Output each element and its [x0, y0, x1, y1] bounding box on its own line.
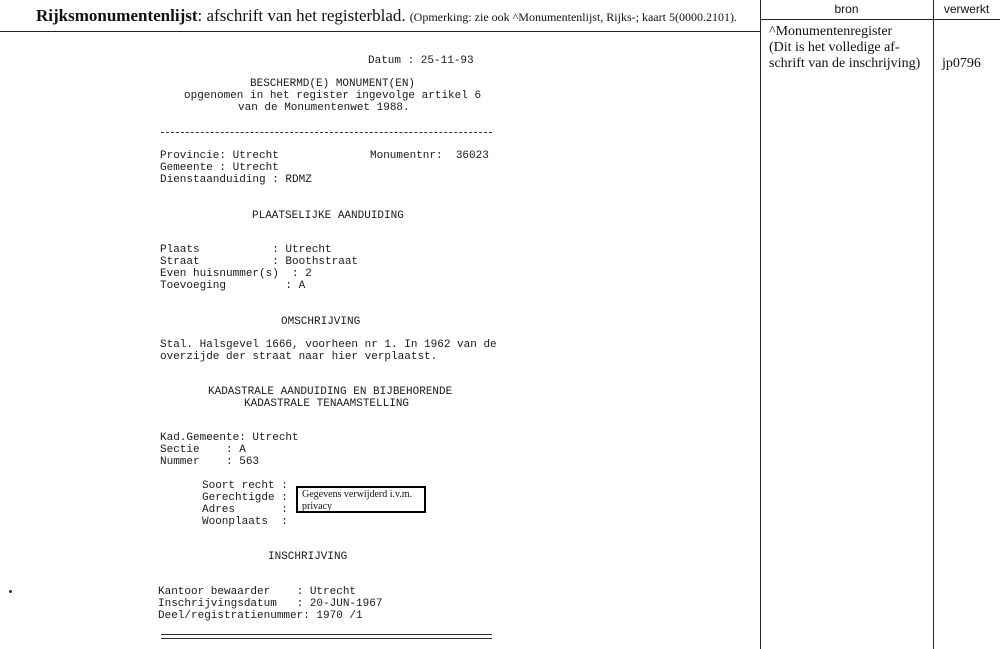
doc-recht-line: Woonplaats : [202, 516, 288, 528]
card-header [36, 6, 758, 26]
section-title-plaatselijke: PLAATSELIJKE AANDUIDING [252, 210, 404, 222]
card-subtitle: : afschrift van het registerblad. [197, 6, 406, 25]
section-title-omschrijving: OMSCHRIJVING [281, 316, 361, 328]
column-header-rule [760, 19, 1000, 20]
doc-plaats-line: Straat : Boothstraat [160, 256, 359, 268]
doc-omschrijving-line: overzijde der straat naar hier verplaatst. [160, 351, 438, 363]
doc-heading-line: van de Monumentenwet 1988. [238, 102, 410, 114]
doc-recht-line: Gerechtigde : [202, 492, 288, 504]
doc-insch-line: Kantoor bewaarder : Utrecht [158, 586, 357, 598]
card-title: Rijksmonumentenlijst [36, 6, 198, 25]
doc-plaats-line: Even huisnummer(s) : 2 [160, 268, 312, 280]
doc-omschrijving-line: Stal. Halsgevel 1666, voorheen nr 1. In 1962 van de [160, 339, 497, 351]
scan-speck [9, 590, 12, 593]
column-divider-verwerkt [933, 0, 934, 649]
bron-line: ^Monumentenregister [769, 24, 893, 39]
doc-plaats-line: Toevoeging : A [160, 280, 306, 292]
doc-plaats-line: Plaats : Utrecht [160, 244, 332, 256]
doc-insch-line: Deel/registratienummer: 1970 /1 [158, 610, 363, 622]
header-rule [0, 31, 760, 32]
doc-kad-line: Nummer : 563 [160, 456, 260, 468]
doc-recht-line: Soort recht : [202, 480, 288, 492]
bron-text [769, 24, 934, 72]
doc-heading-line: opgenomen in het register ingevolge artikel 6 [184, 90, 482, 102]
dashed-separator [161, 132, 492, 133]
doc-gemeente: Gemeente : Utrecht [160, 162, 279, 174]
bron-line: schrift van de inschrijving) [769, 56, 921, 71]
doc-provincie: Provincie: Utrecht [160, 150, 279, 162]
privacy-redaction-box: Gegevens verwijderd i.v.m. privacy [296, 486, 426, 513]
card-remark: (Opmerking: zie ook ^Monumentenlijst, Rijks-; kaart 5(0000.2101). [409, 10, 737, 24]
doc-insch-line: Inschrijvingsdatum : 20-JUN-1967 [158, 598, 383, 610]
verwerkt-code: jp0796 [942, 56, 981, 71]
bron-line: (Dit is het volledige af- [769, 40, 900, 55]
doc-recht-line: Adres : [202, 504, 288, 516]
section-title-inschrijving: INSCHRIJVING [268, 551, 348, 563]
section-title-kadastrale: KADASTRALE TENAAMSTELLING [244, 398, 410, 410]
doc-kad-line: Sectie : A [160, 444, 246, 456]
column-divider-bron [760, 0, 761, 649]
double-separator [161, 634, 492, 639]
doc-kad-line: Kad.Gemeente: Utrecht [160, 432, 299, 444]
doc-monumentnr: Monumentnr: 36023 [370, 150, 489, 162]
column-header-verwerkt: verwerkt [943, 2, 990, 16]
column-header-bron: bron [834, 2, 859, 16]
doc-dienstaanduiding: Dienstaanduiding : RDMZ [160, 174, 312, 186]
doc-heading-line: BESCHERMD(E) MONUMENT(EN) [250, 78, 416, 90]
section-title-kadastrale: KADASTRALE AANDUIDING EN BIJBEHORENDE [208, 386, 453, 398]
document-date: Datum : 25-11-93 [368, 55, 474, 67]
